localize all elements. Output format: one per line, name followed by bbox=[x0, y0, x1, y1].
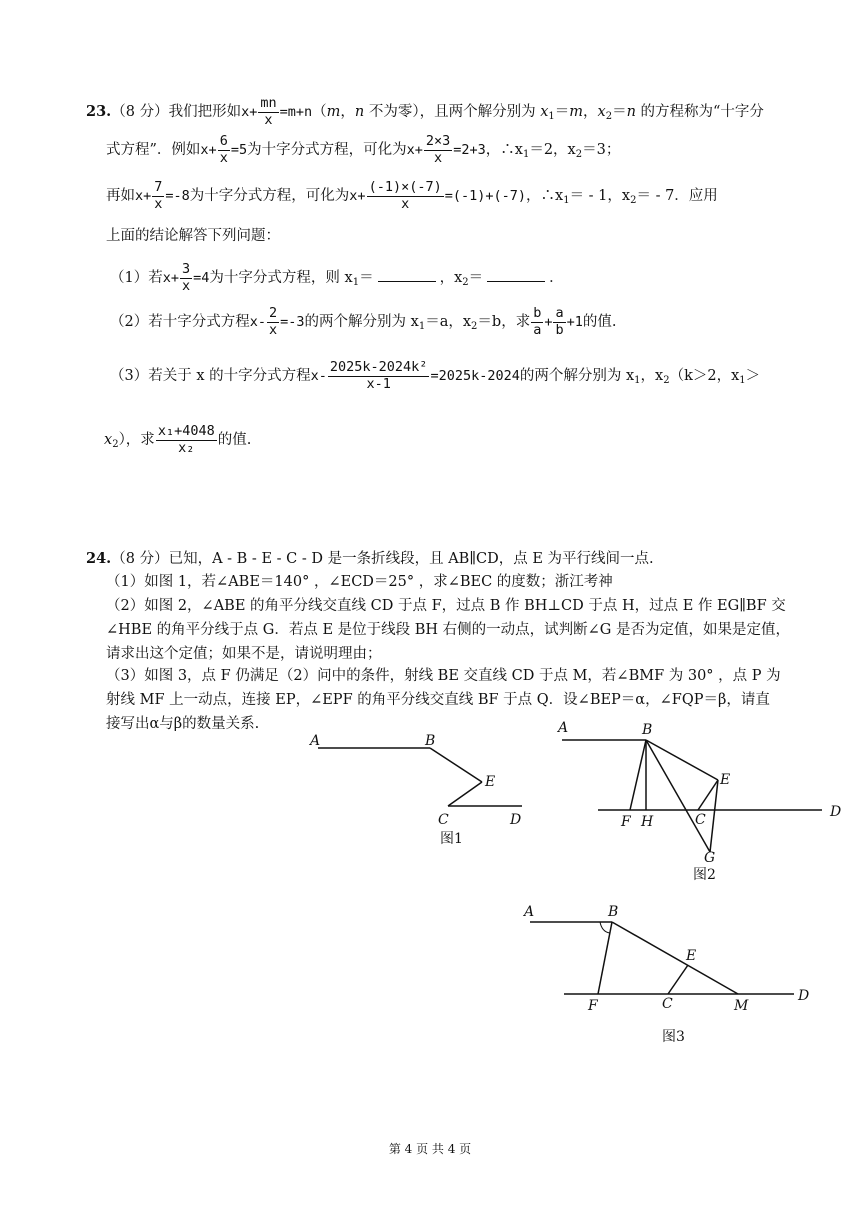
q23-line-3: 再如x+ $\frac{7}{x}$ =-8为十字分式方程，可化为x+ $\frac{(-1)\times(-7)}{x}$ =(-1)+(-7)，$\therefore x_1= - 1$，$x_2= - 7$．应用 bbox=[106, 179, 718, 212]
answer-blank[interactable] bbox=[487, 269, 545, 282]
label-f: F bbox=[588, 998, 598, 1014]
q24-line-8: 接写出α与β的数量关系. bbox=[106, 716, 260, 732]
answer-blank[interactable] bbox=[378, 269, 436, 282]
label-b: B bbox=[642, 722, 653, 738]
question-number: 24. bbox=[86, 550, 112, 567]
label-d: D bbox=[510, 812, 522, 828]
angle-arc bbox=[600, 922, 610, 933]
fraction: $\frac{mn}{x}$ bbox=[260, 95, 277, 128]
page-footer: 第 4 页 共 4 页 bbox=[388, 1142, 472, 1156]
fraction: $\frac{b}{a}$ bbox=[533, 305, 542, 338]
q24-line-6: （3）如图 3，点 F 仍满足（2）问中的条件，射线 BE 交直线 CD 于点 M，若∠BMF 为 30° ，点 P 为 bbox=[106, 668, 781, 684]
q23-line-1: 23.（8 分）我们把形如x+ $\frac{mn}{x}$ =m+n（m，n 不为零），且两个解分别为 $x_1=m$，$x_2=n$ 的方程称为“十字分 bbox=[86, 95, 764, 128]
label-c: C bbox=[662, 996, 673, 1012]
label-e: E bbox=[686, 948, 697, 964]
label-b: B bbox=[425, 733, 436, 749]
q23-line-2: 式方程”．例如x+ $\frac{6}{x}$ =5为十字分式方程，可化为x+ $\frac{2\times 3}{x}$ =2+3，$\therefore x_1=2$，$x_2=3$； bbox=[106, 133, 621, 166]
label-f: F bbox=[621, 814, 631, 830]
fraction: $\frac{3}{x}$ bbox=[182, 261, 191, 294]
segment-bf bbox=[630, 740, 646, 810]
figure-1-caption: 图1 bbox=[440, 831, 463, 847]
question-number: 23. bbox=[86, 103, 112, 121]
label-c: C bbox=[695, 812, 706, 828]
q24-line-7: 射线 MF 上一动点，连接 EP，∠EPF 的角平分线交直线 BF 于点 Q．设∠BEP＝α，∠FQP＝β，请直 bbox=[106, 692, 770, 708]
figure-1 bbox=[300, 728, 540, 848]
fraction: $\frac{2\times 3}{x}$ bbox=[425, 133, 451, 166]
segment-bg bbox=[646, 740, 710, 852]
q23-part-3-cont: $x_2$），求 $\frac{\text{x₁+4048}}{\text{x₂}}$ 的值. bbox=[104, 423, 252, 456]
label-a: A bbox=[524, 904, 535, 920]
segment-be bbox=[430, 748, 482, 782]
label-m: M bbox=[734, 998, 749, 1014]
q24-line-3: （2）如图 2，∠ABE 的角平分线交直线 CD 于点 F，过点 B 作 BH⊥CD 于点 H，过点 E 作 EG∥BF 交 bbox=[106, 598, 786, 614]
label-c: C bbox=[438, 812, 449, 828]
segment-ec bbox=[668, 965, 688, 994]
label-g: G bbox=[704, 850, 716, 866]
figure-2-caption: 图2 bbox=[693, 867, 716, 883]
label-e: E bbox=[485, 774, 496, 790]
fraction: $\frac{7}{x}$ bbox=[154, 179, 163, 212]
label-d: D bbox=[798, 988, 810, 1004]
fraction: $\frac{6}{x}$ bbox=[219, 133, 228, 166]
fraction: $\frac{a}{b}$ bbox=[555, 305, 564, 338]
label-a: A bbox=[558, 720, 569, 736]
q23-line-4: 上面的结论解答下列问题： bbox=[106, 228, 280, 244]
fraction: $\frac{2}{x}$ bbox=[269, 305, 278, 338]
figure-2 bbox=[550, 716, 850, 866]
q24-line-4: ∠HBE 的角平分线于点 G．若点 E 是位于线段 BH 右侧的一动点，试判断∠G 是否为定值，如果是定值， bbox=[106, 622, 790, 638]
label-b: B bbox=[608, 904, 619, 920]
figure-3-caption: 图3 bbox=[662, 1029, 685, 1045]
fraction: $\frac{\text{x₁+4048}}{\text{x₂}}$ bbox=[157, 423, 215, 456]
q24-line-5: 请求出这个定值；如果不是，请说明理由； bbox=[106, 646, 382, 662]
fraction: $\frac{(-1)\times(-7)}{x}$ bbox=[368, 179, 442, 212]
segment-ec bbox=[448, 782, 482, 806]
label-a: A bbox=[310, 733, 321, 749]
fraction: $\frac{\text{2025k-2024k²}}{x-1}$ bbox=[329, 359, 428, 392]
figure-3 bbox=[516, 900, 816, 1020]
q24-line-1: 24.（8 分）已知，A - B - E - C - D 是一条折线段，且 AB∥CD，点 E 为平行线间一点. bbox=[86, 550, 654, 567]
q23-part-2: （2）若十字分式方程x- $\frac{2}{x}$ =-3的两个解分别为 $x_1=a$，$x_2=b$，求 $\frac{b}{a}$ + $\frac{a}{b}$ +1的值. bbox=[110, 305, 617, 338]
q24-line-2: （1）如图 1，若∠ABE＝140° ，∠ECD＝25° ，求∠BEC 的度数；浙江考神 bbox=[106, 574, 613, 590]
label-e: E bbox=[720, 772, 731, 788]
q23-part-1: （1）若x+ $\frac{3}{x}$ =4为十字分式方程，则 $x_1=$ ，$x_2=$ ． bbox=[110, 261, 564, 294]
label-d: D bbox=[830, 804, 842, 820]
label-h: H bbox=[641, 814, 654, 830]
q23-part-3: （3）若关于 x 的十字分式方程x- $\frac{\text{2025k-2024k²}}{x-1}$ =2025k-2024的两个解分别为 $x_1$，$x_2(k>2$，$x_1>$ bbox=[110, 359, 761, 392]
